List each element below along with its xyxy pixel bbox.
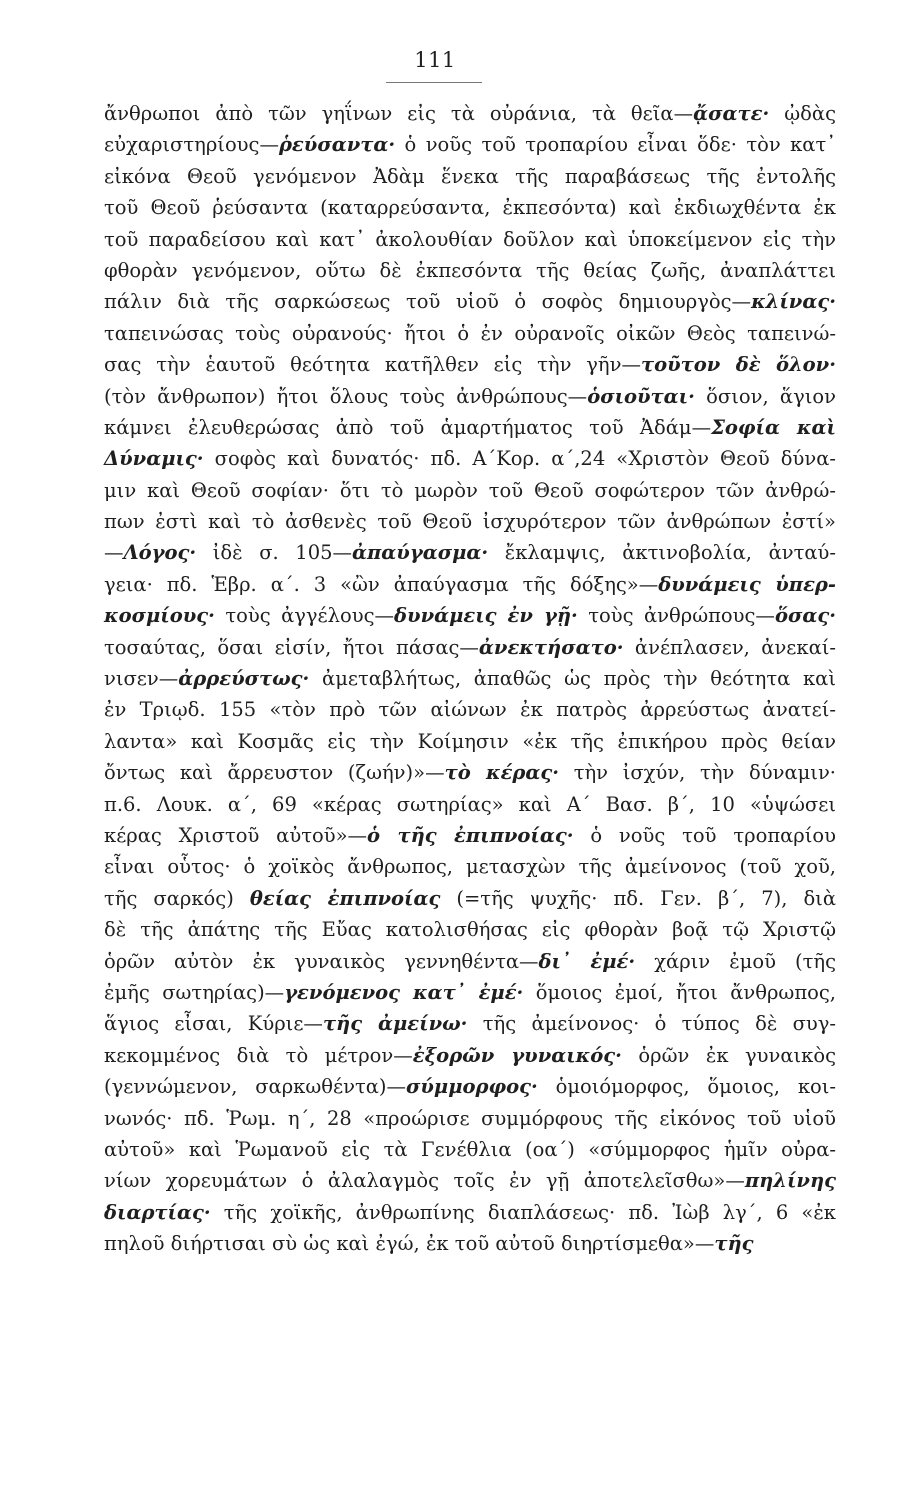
text-line: ἅγιος εἶσαι, Κύριε—τῆς ἀμείνω· τῆς ἀμείνονος· ὁ τύπος δὲ συγ-	[104, 1012, 836, 1036]
lemma-term: σύμμορφος·	[406, 1075, 538, 1099]
lemma-term: δυνάμεις ὑπερ-	[658, 572, 836, 596]
text-line: π.6. Λουκ. α΄, 69 «κέρας σωτηρίας» καὶ Α΄ Βασ. β΄, 10 «ὑψώσει	[104, 792, 836, 816]
lemma-term: ὁσιοῦται·	[587, 384, 695, 408]
lemma-term: πηλίνης	[744, 1169, 836, 1193]
text-line: τῆς σαρκός) θείας ἐπιπνοίας (=τῆς ψυχῆς· πδ. Γεν. β΄, 7), διὰ	[104, 886, 837, 910]
text-line: ὄντως καὶ ἄρρευστον (ζωήν)»—τὸ κέρας· τὴν ἰσχύν, τὴν δύναμιν·	[104, 761, 836, 785]
lemma-term: ὁ τῆς ἐπιπνοίας·	[367, 823, 574, 847]
text-line: εἰκόνα Θεοῦ γενόμενον Ἀδὰμ ἕνεκα τῆς παραβάσεως τῆς ἐντολῆς	[104, 164, 836, 188]
text-line: ἐν Τριῳδ. 155 «τὸν πρὸ τῶν αἰώνων ἐκ πατρὸς ἀρρεύστως ἀνατεί-	[104, 698, 836, 722]
lemma-term: ἀνεκτήσατο·	[478, 635, 624, 659]
lemma-term: δυνάμεις ἐν γῇ·	[394, 604, 578, 628]
text-line: λαντα» καὶ Κοσμᾶς εἰς τὴν Κοίμησιν «ἐκ τῆς ἐπικήρου πρὸς θείαν	[104, 729, 836, 753]
text-line: τοῦ παραδείσου καὶ κατ᾿ ἀκολουθίαν δοῦλον καὶ ὑποκείμενον εἰς τὴν	[104, 227, 836, 251]
text-line: εὐχαριστηρίους—ῥεύσαντα· ὁ νοῦς τοῦ τροπαρίου εἶναι ὅδε· τὸν κατ᾿	[104, 133, 836, 157]
text-line: πων ἐστὶ καὶ τὸ ἀσθενὲς τοῦ Θεοῦ ἰσχυρότερον τῶν ἀνθρώπων ἐστί»	[104, 510, 836, 534]
lemma-term: τὸ κέρας·	[444, 761, 560, 785]
text-line: κοσμίους· τοὺς ἀγγέλους—δυνάμεις ἐν γῇ· τοὺς ἀνθρώπους—ὅσας·	[104, 604, 836, 628]
text-line: —Λόγος· ἰδὲ σ. 105—ἀπαύγασμα· ἔκλαμψις, ἀκτινοβολία, ἀνταύ-	[104, 541, 836, 565]
text-line: Δύναμις· σοφὸς καὶ δυνατός· πδ. Α΄Κορ. α΄,24 «Χριστὸν Θεοῦ δύνα-	[104, 447, 836, 471]
text-line: τοῦ Θεοῦ ῥεύσαντα (καταρρεύσαντα, ἐκπεσόντα) καὶ ἐκδιωχθέντα ἐκ	[104, 196, 836, 220]
lemma-term: ῥεύσαντα·	[278, 133, 396, 157]
lemma-term: τοῦτον δὲ ὅλον·	[640, 353, 837, 377]
text-line: κάμνει ἐλευθερώσας ἀπὸ τοῦ ἁμαρτήματος τοῦ Ἀδάμ—Σοφία καὶ	[104, 415, 836, 439]
text-line: τοσαύτας, ὅσαι εἰσίν, ἤτοι πάσας—ἀνεκτήσατο· ἀνέπλασεν, ἀνεκαί-	[104, 635, 836, 659]
text-line: πηλοῦ διήρτισαι σὺ ὡς καὶ ἐγώ, ἐκ τοῦ αὐτοῦ διηρτίσμεθα»—τῆς	[104, 1232, 754, 1256]
lemma-term: Σοφία καὶ	[711, 415, 836, 439]
lemma-term: γενόμενος κατ᾿ ἐμέ·	[284, 980, 524, 1004]
lemma-term: κοσμίους·	[104, 604, 215, 628]
lemma-term: ἐξορῶν γυναικός·	[412, 1043, 622, 1067]
text-line: πάλιν διὰ τῆς σαρκώσεως τοῦ υἱοῦ ὁ σοφὸς δημιουργὸς—κλίνας·	[104, 290, 836, 314]
text-line: εἶναι οὗτος· ὁ χοϊκὸς ἄνθρωπος, μετασχὼν τῆς ἀμείνονος (τοῦ χοῦ,	[104, 855, 836, 879]
text-line: γεια· πδ. Ἑβρ. α΄. 3 «ὢν ἀπαύγασμα τῆς δόξης»—δυνάμεις ὑπερ-	[104, 572, 836, 596]
commentary-text	[104, 98, 836, 1259]
text-line: σας τὴν ἑαυτοῦ θεότητα κατῆλθεν εἰς τὴν γῆν—τοῦτον δὲ ὅλον·	[104, 353, 837, 377]
text-line: κέρας Χριστοῦ αὐτοῦ»—ὁ τῆς ἐπιπνοίας· ὁ νοῦς τοῦ τροπαρίου	[104, 823, 837, 847]
lemma-term: Λόγος·	[123, 541, 197, 565]
text-line: ἐμῆς σωτηρίας)—γενόμενος κατ᾿ ἐμέ· ὅμοιος ἐμοί, ἤτοι ἄνθρωπος,	[104, 980, 836, 1004]
lemma-term: κλίνας·	[751, 290, 836, 314]
lemma-term: δι᾿ ἐμέ·	[538, 949, 636, 973]
text-line: (γεννώμενον, σαρκωθέντα)—σύμμορφος· ὁμοιόμορφος, ὅμοιος, κοι-	[104, 1075, 836, 1099]
lemma-term: ἀπαύγασμα·	[352, 541, 489, 565]
text-line: ὁρῶν αὐτὸν ἐκ γυναικὸς γεννηθέντα—δι᾿ ἐμέ· χάριν ἐμοῦ (τῆς	[104, 949, 836, 973]
lemma-term: ὅσας·	[774, 604, 836, 628]
lemma-term: ᾄσατε·	[693, 102, 770, 125]
text-line: κεκομμένος διὰ τὸ μέτρον—ἐξορῶν γυναικός· ὁρῶν ἐκ γυναικὸς	[104, 1043, 836, 1067]
lemma-term: τῆς	[714, 1232, 754, 1256]
lemma-term: τῆς ἀμείνω·	[322, 1012, 468, 1036]
lemma-term: διαρτίας·	[104, 1200, 211, 1224]
text-line: αὐτοῦ» καὶ Ῥωμανοῦ εἰς τὰ Γενέθλια (οα΄) «σύμμορφος ἡμῖν οὐρα-	[104, 1137, 836, 1161]
text-line: νωνός· πδ. Ῥωμ. η΄, 28 «προώρισε συμμόρφους τῆς εἰκόνος τοῦ υἱοῦ	[104, 1106, 836, 1130]
text-line: ταπεινώσας τοὺς οὐρανούς· ἤτοι ὁ ἐν οὐρανοῖς οἰκῶν Θεὸς ταπεινώ-	[104, 321, 836, 345]
text-line: ἄνθρωποι ἀπὸ τῶν γηΐνων εἰς τὰ οὐράνια, τὰ θεῖα—ᾄσατε· ᾠδὰς	[104, 102, 836, 125]
text-line: φθορὰν γενόμενον, οὕτω δὲ ἐκπεσόντα τῆς θείας ζωῆς, ἀναπλάττει	[104, 258, 836, 282]
lemma-term: θείας ἐπιπνοίας	[249, 886, 441, 910]
text-line: νισεν—ἀρρεύστως· ἀμεταβλήτως, ἀπαθῶς ὡς πρὸς τὴν θεότητα καὶ	[104, 667, 836, 691]
text-line: (τὸν ἄνθρωπον) ἤτοι ὅλους τοὺς ἀνθρώπους—ὁσιοῦται· ὅσιον, ἅγιον	[104, 384, 836, 408]
text-line: δὲ τῆς ἀπάτης τῆς Εὔας κατολισθήσας εἰς φθορὰν βοᾷ τῷ Χριστῷ	[104, 918, 836, 942]
text-line: μιν καὶ Θεοῦ σοφίαν· ὅτι τὸ μωρὸν τοῦ Θεοῦ σοφώτερον τῶν ἀνθρώ-	[104, 478, 836, 502]
page-number: 111	[414, 48, 456, 72]
header-rule	[386, 82, 482, 83]
text-line: νίων χορευμάτων ὁ ἀλαλαγμὸς τοῖς ἐν γῇ ἀποτελεῖσθω»—πηλίνης	[104, 1169, 836, 1193]
text-line: διαρτίας· τῆς χοϊκῆς, ἀνθρωπίνης διαπλάσεως· πδ. Ἰὼβ λγ΄, 6 «ἐκ	[104, 1200, 836, 1224]
lemma-term: Δύναμις·	[104, 447, 204, 471]
lemma-term: ἀρρεύστως·	[178, 667, 310, 691]
